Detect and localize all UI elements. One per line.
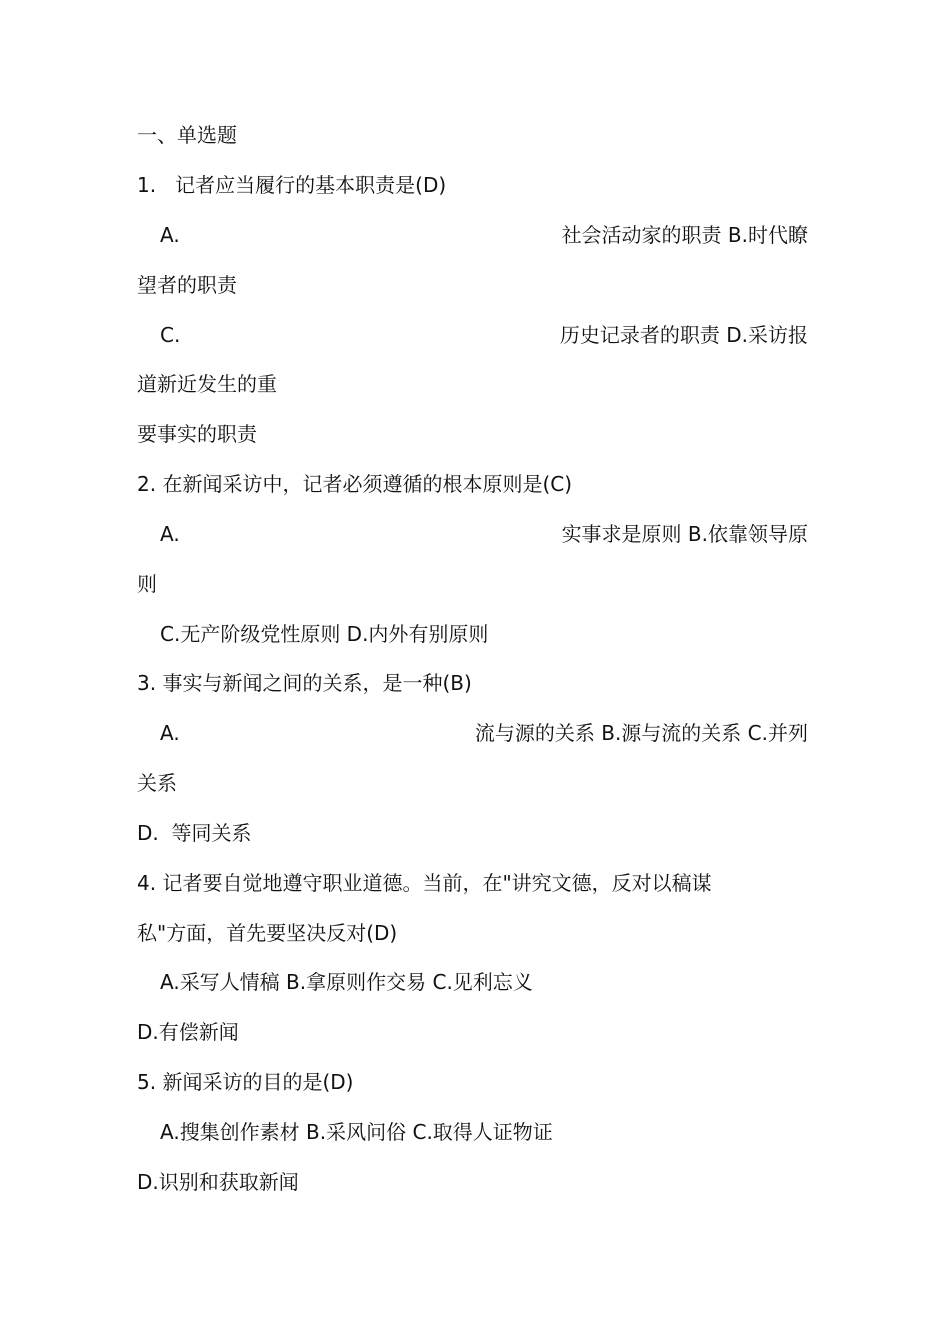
question-3-option-d: D. 等同关系 (137, 821, 252, 845)
question-1-stem: 1. 记者应当履行的基本职责是(D) (137, 173, 447, 197)
question-4-options-abc: A.采写人情稿 B.拿原则作交易 C.见利忘义 (160, 970, 533, 994)
option-text-continued: 要事实的职责 (137, 422, 257, 446)
question-5-stem: 5. 新闻采访的目的是(D) (137, 1070, 354, 1094)
question-4-option-d: D.有偿新闻 (137, 1020, 239, 1044)
option-text: 历史记录者的职责 D.采访报 (559, 323, 808, 347)
question-5-options-abc: A.搜集创作素材 B.采风问俗 C.取得人证物证 (160, 1120, 553, 1144)
option-text: 流与源的关系 B.源与流的关系 C.并列 (474, 721, 808, 745)
option-text: 实事求是原则 B.依靠领导原 (561, 522, 808, 546)
question-1-options-cd (160, 321, 808, 349)
option-text-continued: 关系 (137, 771, 177, 795)
option-text-continued: 则 (137, 572, 157, 596)
option-text: 社会活动家的职责 B.时代瞭 (561, 223, 808, 247)
question-2-options-cd: C.无产阶级党性原则 D.内外有别原则 (160, 622, 489, 646)
option-label: A. (160, 522, 180, 546)
question-2-stem: 2. 在新闻采访中，记者必须遵循的根本原则是(C) (137, 472, 573, 496)
section-title: 一、单选题 (137, 123, 237, 147)
option-label: A. (160, 223, 180, 247)
question-3-stem: 3. 事实与新闻之间的关系，是一种(B) (137, 671, 472, 695)
question-3-options-abc (160, 719, 808, 747)
option-text-continued: 道新近发生的重 (137, 372, 277, 396)
question-4-stem-continued: 私"方面，首先要坚决反对(D) (137, 921, 398, 945)
option-label: C. (160, 323, 181, 347)
question-4-stem: 4. 记者要自觉地遵守职业道德。当前，在"讲究文德，反对以稿谋 (137, 871, 712, 895)
option-text-continued: 望者的职责 (137, 273, 237, 297)
option-label: A. (160, 721, 180, 745)
question-5-option-d: D.识别和获取新闻 (137, 1170, 299, 1194)
question-2-options-ab (160, 520, 808, 548)
question-1-options-ab (160, 221, 808, 249)
